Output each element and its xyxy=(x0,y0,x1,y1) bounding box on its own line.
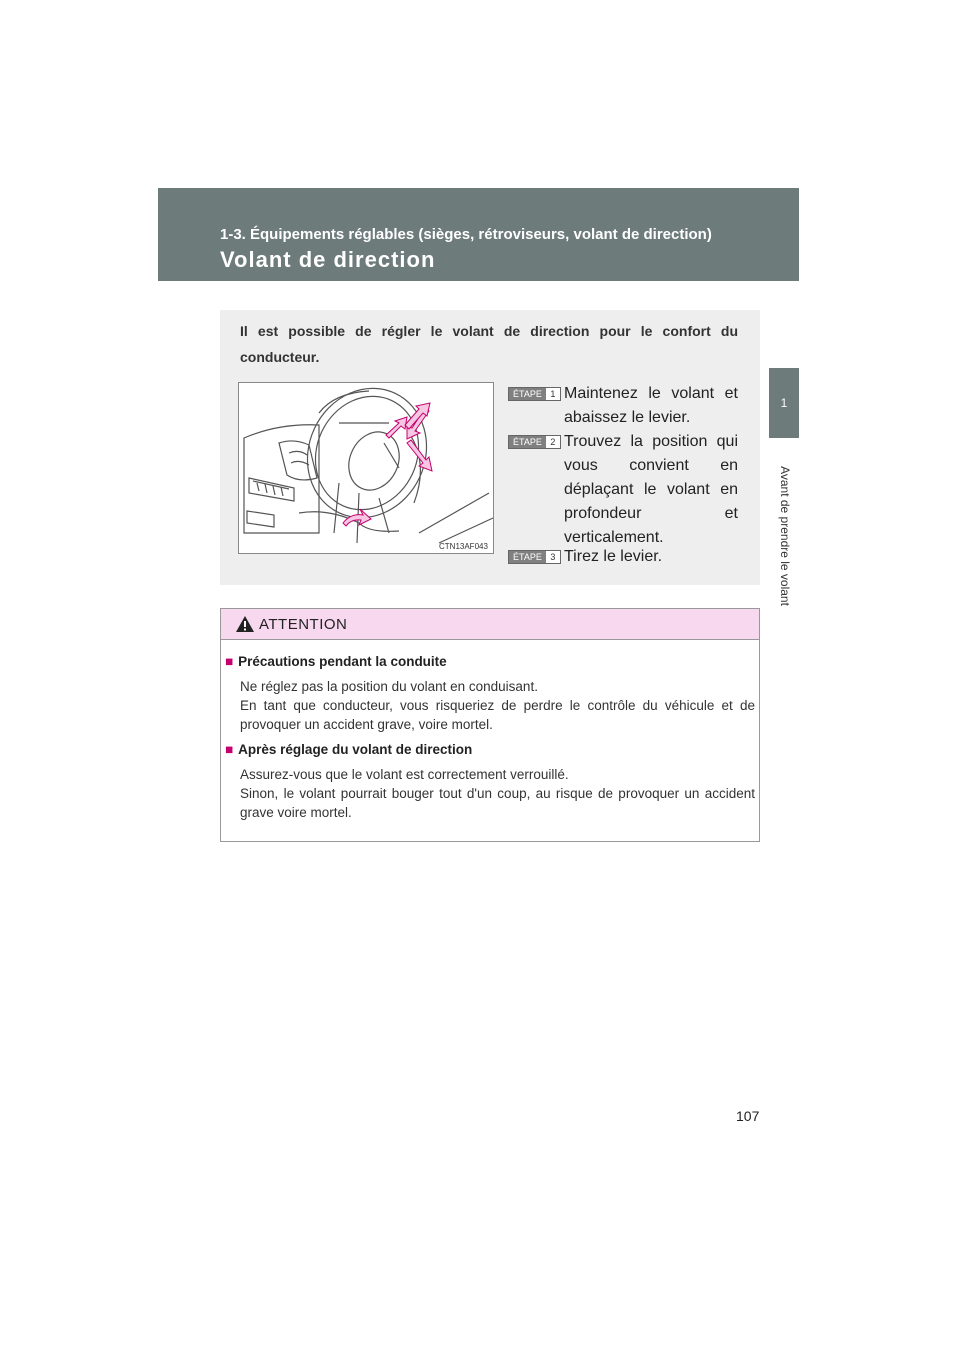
step-badge-label: ÉTAPE xyxy=(509,436,546,448)
step-3-text: Tirez le levier. xyxy=(564,548,663,565)
attention-item-adjustment xyxy=(225,740,755,822)
attention-header xyxy=(221,609,759,640)
step-1-text: Maintenez le volant et abaissez le levier. xyxy=(564,385,738,426)
warning-icon xyxy=(235,615,255,633)
attention-line: En tant que conducteur, vous risqueriez de perdre le contrôle du véhicule et de provoquer un accident grave, voire mortel. xyxy=(240,698,755,732)
step-2-badge xyxy=(508,435,561,449)
steering-wheel-drawing xyxy=(239,383,493,553)
page-number: 107 xyxy=(736,1108,760,1124)
step-badge-number: 1 xyxy=(546,388,560,400)
chapter-tab[interactable] xyxy=(769,368,799,438)
attention-item-body xyxy=(240,765,755,822)
figure-code: CTN13AF043 xyxy=(439,542,488,551)
step-badge-label: ÉTAPE xyxy=(509,551,546,563)
attention-item-heading-text: Après réglage du volant de direction xyxy=(238,742,473,757)
step-badge-number: 3 xyxy=(546,551,560,563)
attention-title: ATTENTION xyxy=(259,616,348,633)
step-3-badge xyxy=(508,550,561,564)
step-badge-label: ÉTAPE xyxy=(509,388,546,400)
intro-text: Il est possible de régler le volant de direction pour le confort du conducteur. xyxy=(240,323,738,365)
attention-item-heading xyxy=(225,652,755,672)
steering-wheel-illustration xyxy=(238,382,494,554)
attention-item-heading xyxy=(225,740,755,760)
chapter-tab-number: 1 xyxy=(780,396,788,410)
square-bullet-icon: ■ xyxy=(225,742,234,757)
attention-line: Assurez-vous que le volant est correctement verrouillé. xyxy=(240,767,569,782)
attention-panel xyxy=(220,608,760,842)
attention-line: Sinon, le volant pourrait bouger tout d'un coup, au risque de provoquer un accident grave voire mortel. xyxy=(240,786,755,820)
step-badge-number: 2 xyxy=(546,436,560,448)
page-title: Volant de direction xyxy=(220,247,436,272)
step-1-badge xyxy=(508,387,561,401)
chapter-side-label: Avant de prendre le volant xyxy=(778,466,792,606)
attention-item-body xyxy=(240,677,755,734)
attention-item-driving xyxy=(225,652,755,734)
section-title: 1-3. Équipements réglables (sièges, rétroviseurs, volant de direction) xyxy=(220,226,712,243)
step-2-text: Trouvez la position qui vous convient en déplaçant le volant en profondeur et verticalement. xyxy=(564,433,738,546)
attention-line: Ne réglez pas la position du volant en conduisant. xyxy=(240,679,538,694)
attention-item-heading-text: Précautions pendant la conduite xyxy=(238,654,447,669)
square-bullet-icon: ■ xyxy=(225,654,234,669)
